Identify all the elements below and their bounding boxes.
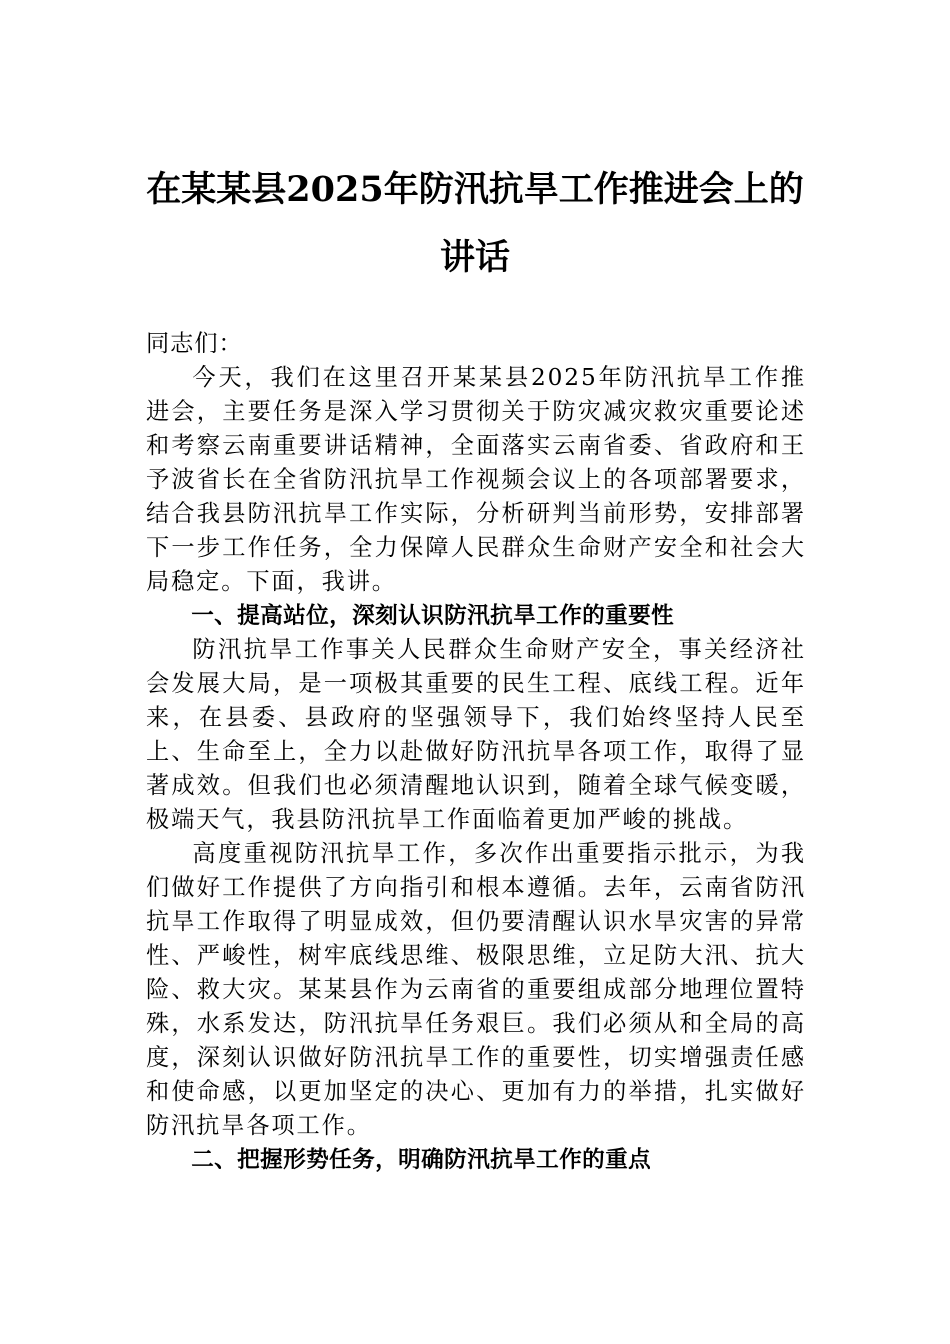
document-body [146,327,806,1177]
paragraph-section1-b: 高度重视防汛抗旱工作，多次作出重要指示批示，为我们做好工作提供了方向指引和根本遵循。去年，云南省防汛抗旱工作取得了明显成效，但仍要清醒认识水旱灾害的异常性、严峻性，树牢底线思维、极限思维，立足防大汛、抗大险、救大灾。某某县作为云南省的重要组成部分地理位置特殊，水系发达，防汛抗旱任务艰巨。我们必须从和全局的高度，深刻认识做好防汛抗旱工作的重要性，切实增强责任感和使命感，以更加坚定的决心、更加有力的举措，扎实做好防汛抗旱各项工作。 [146,840,806,1139]
salutation: 同志们： [146,330,243,357]
paragraph-section1-a: 防汛抗旱工作事关人民群众生命财产安全，事关经济社会发展大局，是一项极其重要的民生工程、底线工程。近年来，在县委、县政府的坚强领导下，我们始终坚持人民至上、生命至上，全力以赴做好防汛抗旱各项工作，取得了显著成效。但我们也必须清醒地认识到，随着全球气候变暖，极端天气，我县防汛抗旱工作面临着更加严峻的挑战。 [146,636,806,833]
paragraph-intro: 今天，我们在这里召开某某县2025年防汛抗旱工作推进会，主要任务是深入学习贯彻关于防灾减灾救灾重要论述和考察云南重要讲话精神，全面落实云南省委、省政府和王予波省长在全省防汛抗旱工作视频会议上的各项部署要求，结合我县防汛抗旱工作实际，分析研判当前形势，安排部署下一步工作任务，全力保障人民群众生命财产安全和社会大局稳定。下面，我讲。 [146,364,806,595]
document-title-line-1: 在某某县2025年防汛抗旱工作推进会上的 [146,169,804,210]
document-title-line-2: 讲话 [439,237,510,278]
section-heading-2: 二、把握形势任务，明确防汛抗旱工作的重点 [191,1147,652,1173]
section-heading-1: 一、提高站位，深刻认识防汛抗旱工作的重要性 [191,603,675,629]
